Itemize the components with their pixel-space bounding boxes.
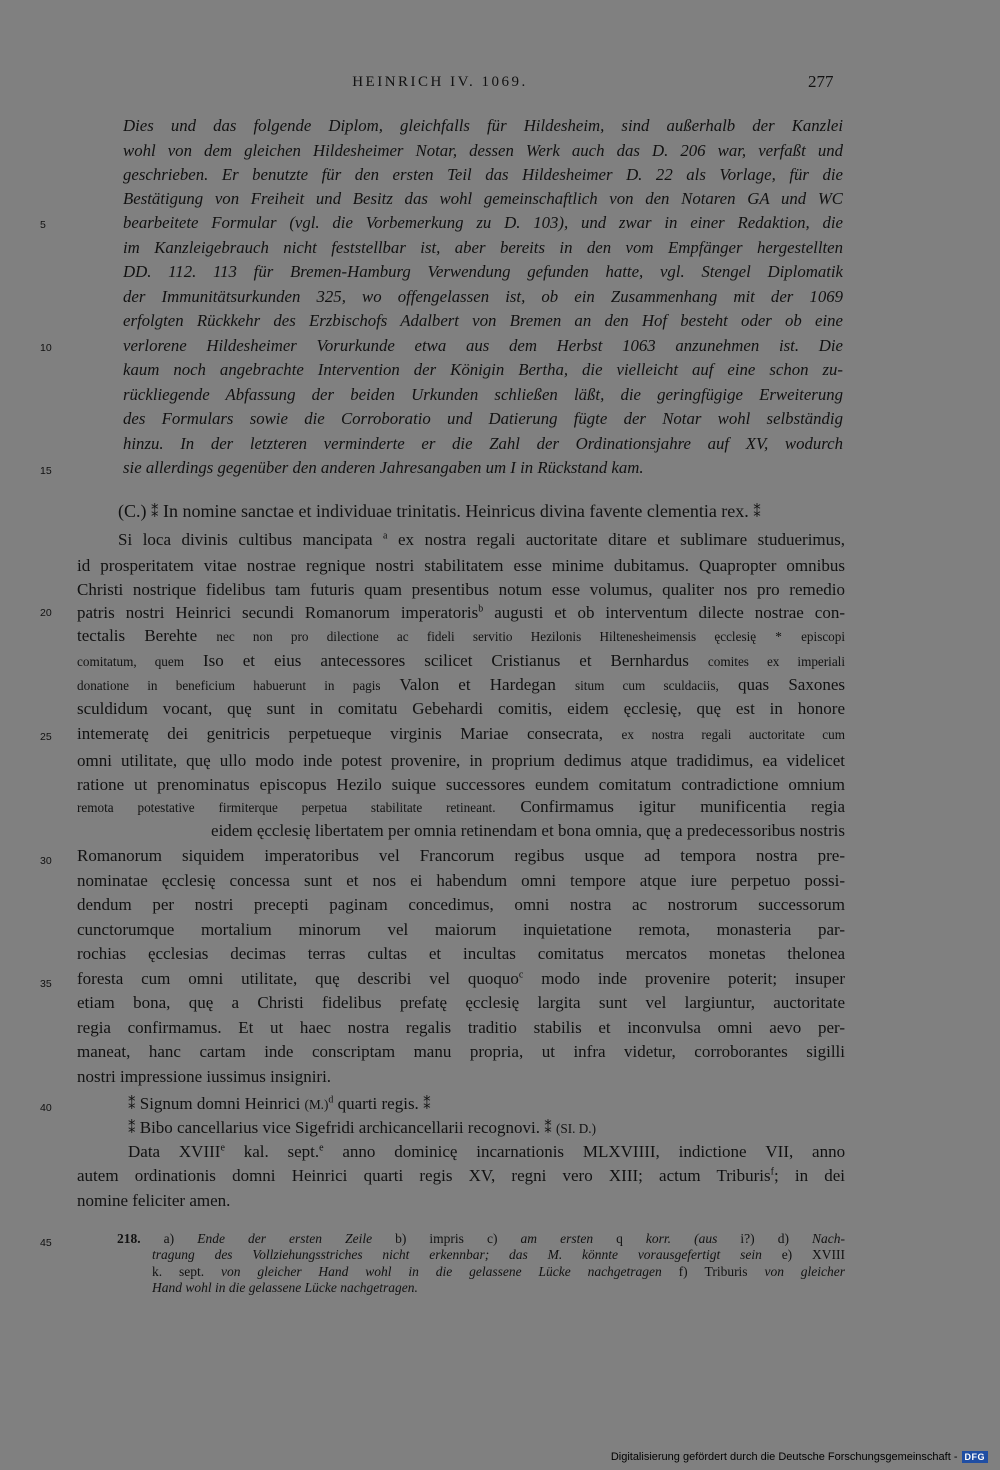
dfg-logo: DFG <box>962 1451 989 1463</box>
preface-line: im Kanzleigebrauch nicht feststellbar ist, aber bereits in den vom Empfänger hergestellten <box>123 238 843 257</box>
dating-line: Data XVIIIe kal. sept.$^e$ anno dominicę incarnationis MLXVIIII, indictione VII, anno <box>128 1142 845 1161</box>
charter-line: sculdidum vocant, quę sunt in comitatu Gebehardi comitis, eidem ęcclesię, quę est in honore <box>77 699 845 718</box>
line-number: 30 <box>40 855 52 867</box>
invocation-line <box>118 501 845 522</box>
charter-line: nostri impressione iussimus insigniri. <box>77 1067 332 1086</box>
preface-line: Dies und das folgende Diplom, gleichfalls für Hildesheim, sind außerhalb der Kanzlei <box>123 116 843 135</box>
preface-line: kaum noch angebrachte Intervention der Königin Bertha, die vielleicht auf eine schon zu- <box>123 360 843 379</box>
charter-line: Si loca divinis cultibus mancipata $^a$ ex nostra regali auctoritate ditare et sublimare studuerimus, <box>118 530 845 549</box>
charter-line: regia confirmamus. Et ut haec nostra regalis traditio stabilis et inconvulsa omni aevo per- <box>77 1018 845 1037</box>
chrismon-icon: ⁑ <box>753 503 761 521</box>
footnote-marker: a <box>383 530 388 542</box>
cross-icon: ⁑ <box>128 1119 136 1137</box>
preface-line: der Immunitätsurkunden 325, wo offengelassen ist, ob ein Zusammenhang mit der 1069 <box>123 287 843 306</box>
line-number: 45 <box>40 1237 52 1249</box>
charter-line: etiam bona, quę a Christi fidelibus prefatę ęcclesię largita sunt vel largiuntur, auctoritate <box>77 993 845 1012</box>
footnote-marker: e <box>220 1142 225 1154</box>
recognition-line: ⁑ Bibo cancellarius vice Sigefridi archicancellarii recognovi. ⁑ (SI. D.) <box>128 1118 596 1137</box>
preface-line: DD. 112. 113 für Bremen-Hamburg Verwendung gefunden hatte, vgl. Stengel Diplomatik <box>123 262 843 281</box>
line-number: 20 <box>40 607 52 619</box>
charter-line: dendum per nostri precepti paginam concedimus, omni nostra ac nostrorum successorum <box>77 895 845 914</box>
footnote-marker: c <box>518 969 524 981</box>
preface-line: hinzu. In der letzteren verminderte er die Zahl der Ordinationsjahre auf XV, wodurch <box>123 434 843 453</box>
charter-line: Christi nostrique fidelibus tam futuris quam presentibus notum esse volumus, qualiter nos pro remedio <box>77 580 845 599</box>
signum-line: ⁑ Signum domni Heinrici $(M.)^d$ quarti regis. ⁑ <box>128 1094 431 1113</box>
charter-line: intemeratę dei genitricis perpetueque virginis Mariae consecrata, ex nostra regali auctoritate cum <box>77 724 845 743</box>
charter-line: comitatum, quem Iso et eius antecessores scilicet Cristianus et Bernhardus comites ex imperiali <box>77 651 845 670</box>
cross-icon: ⁑ <box>128 1095 136 1113</box>
preface-line: des Formulars sowie die Corroboratio und Datierung fügte der Notar wohl selbständig <box>123 409 843 428</box>
document-number: 218. <box>117 1231 141 1246</box>
preface-line: erfolgten Rückkehr des Erzbischofs Adalbert von Bremen an den Hof besteht oder ob eine <box>123 311 843 330</box>
footnote-line: Hand wohl in die gelassene Lücke nachgetragen. <box>152 1280 418 1295</box>
footnote-line: k. sept. von gleicher Hand wohl in die gelassene Lücke nachgetragen f) Triburis von gleicher <box>152 1264 845 1279</box>
preface-line: bearbeitete Formular (vgl. die Vorbemerkung zu D. 103), und zwar in einer Redaktion, die <box>123 213 843 232</box>
charter-line: ratione ut prenominatus episcopus Hezilo suique successores eundem comitatum contradictione omnium <box>77 775 845 794</box>
charter-line: foresta cum omni utilitate, quę describi vel quoquo$^c$ modo inde provenire poterit; insuper <box>77 969 845 988</box>
line-number: 25 <box>40 731 52 743</box>
line-number: 5 <box>40 219 46 231</box>
footnote-marker: b <box>478 603 484 615</box>
preface-line: geschrieben. Er benutzte für den ersten Teil das Hildesheimer D. 22 als Vorlage, für die <box>123 165 843 184</box>
line-number: 35 <box>40 978 52 990</box>
funding-text: Digitalisierung gefördert durch die Deutsche Forschungsgemeinschaft - <box>610 1451 958 1463</box>
preface-line: sie allerdings gegenüber den anderen Jahresangaben um I in Rückstand kam. <box>123 458 644 477</box>
preface-line: rückliegende Abfassung der beiden Urkunden schließen läßt, die geringfügige Erweiterung <box>123 385 843 404</box>
charter-line: id prosperitatem vitae nostrae regnique nostri stabilitatem esse minime dubitamus. Quapropter omnibus <box>77 556 845 575</box>
invocation-text: In nomine sanctae et individuae trinitatis. Heinricus divina favente clementia rex. <box>163 501 749 521</box>
text-marker: * <box>775 629 782 644</box>
chrismon-icon: ⁑ <box>151 503 159 521</box>
footnote-marker: e <box>319 1142 324 1154</box>
cross-icon: ⁑ <box>423 1095 431 1113</box>
cross-icon: ⁑ <box>544 1119 552 1137</box>
footnote-marker: d <box>328 1094 334 1106</box>
chrismon-label: (C.) <box>118 501 147 521</box>
charter-line: remota potestative firmiterque perpetua stabilitate retineant. Confirmamus igitur munificentia regia <box>77 797 845 816</box>
charter-line: rochias ęcclesias decimas terras cultas et incultas comitatus mercatos monetas thelonea <box>77 944 845 963</box>
charter-line: tectalis Berehte nec non pro dilectione ac fideli servitio Hezilonis Hiltenesheimensis ęcclesię * episcopi <box>77 626 845 645</box>
charter-line: patris nostri Heinrici secundi Romanorum imperatoris$^b$ augusti et ob interventum dilecte nostrae con- <box>77 603 845 622</box>
line-number: 40 <box>40 1102 52 1114</box>
charter-line: donatione in beneficium habuerunt in pagis Valon et Hardegan situm cum sculdaciis, quas Saxones <box>77 675 845 694</box>
charter-line: nominatae ęcclesię concessa sunt et nos ei habendum omni tempore atque iure perpetuo possi- <box>77 871 845 890</box>
preface-line: Bestätigung von Freiheit und Besitz das wohl gemeinschaftlich von den Notaren GA und WC <box>123 189 843 208</box>
funding-footer <box>611 1451 988 1463</box>
line-number: 10 <box>40 342 52 354</box>
preface-line: verlorene Hildesheimer Vorurkunde etwa aus dem Herbst 1063 anzunehmen ist. Die <box>123 336 843 355</box>
page-number: 277 <box>808 72 834 91</box>
charter-line: cunctorumque mortalium minorum vel maiorum inquietatione remota, monasteria par- <box>77 920 845 939</box>
dating-line: autem ordinationis domni Heinrici quarti regis XV, regni vero XIII; actum Triburis$^f$; in dei <box>77 1166 845 1185</box>
footnote-line: tragung des Vollziehungsstriches nicht erkennbar; das M. könnte vorausgefertigt sein e) XVIII <box>152 1247 845 1262</box>
charter-line: eidem ęcclesię libertatem per omnia retinendam et bona omnia, quę a predecessoribus nostris <box>211 821 845 840</box>
charter-line: maneat, hanc cartam inde conscriptam manu propria, ut infra videtur, corroborantes sigilli <box>77 1042 845 1061</box>
line-number: 15 <box>40 465 52 477</box>
footnote-marker: f <box>770 1166 774 1178</box>
dating-line: nomine feliciter amen. <box>77 1191 231 1210</box>
footnote-line: 218. a) Ende der ersten Zeile b) impris c) am ersten q korr. (aus i?) d) Nach- <box>117 1231 845 1246</box>
running-head: HEINRICH IV. 1069. <box>352 74 528 90</box>
charter-line: omni utilitate, quę ullo modo inde potest provenire, in proprium dedimus atque tradidimus, ea videlicet <box>77 751 845 770</box>
charter-line: Romanorum siquidem imperatoribus vel Francorum regibus usque ad tempora nostra pre- <box>77 846 845 865</box>
preface-line: wohl von dem gleichen Hildesheimer Notar, dessen Werk auch das D. 206 war, verfaßt und <box>123 141 843 160</box>
